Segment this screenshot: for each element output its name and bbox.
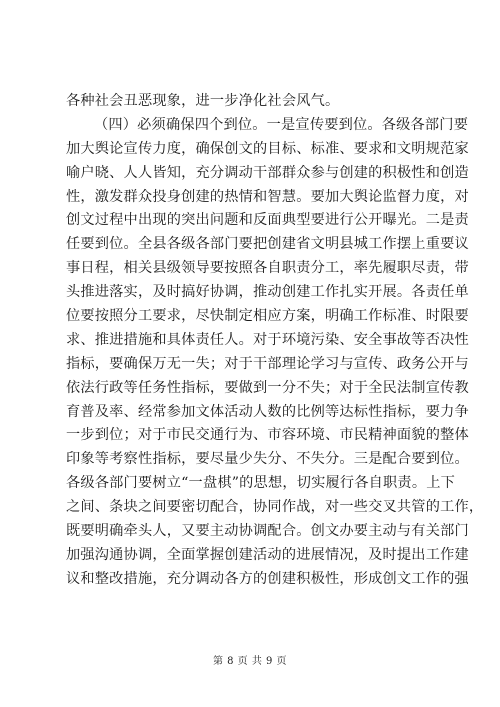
text-line: 既要明确牵头人，又要主动协调配合。创文办要主动与有关部门 — [66, 523, 469, 540]
text-line: 指标，要确保万无一失；对于干部理论学习与宣传、政务公开与 — [66, 355, 469, 372]
text-line: 一步到位；对于市民交通行为、市容环境、市民精神面貌的整体 — [66, 427, 469, 444]
text-line: 性，激发群众投身创建的热情和智慧。要加大舆论监督力度，对 — [66, 188, 469, 205]
text-line: 头推进落实，及时搞好协调，推动创建工作扎实开展。各责任单 — [66, 284, 469, 301]
text-line: 各种社会丑恶现象，进一步净化社会风气。 — [66, 93, 340, 109]
text-line: 求、推进措施和具体责任人。对于环境污染、安全事故等否决性 — [66, 331, 469, 348]
body-text — [66, 90, 484, 592]
text-line: 创文过程中出现的突出问题和反面典型要进行公开曝光。二是责 — [66, 212, 469, 229]
text-line: 之间、条块之间要密切配合，协同作战，对一些交叉共管的工作， — [66, 499, 484, 516]
page-number: 第 8 页 共 9 页 — [212, 656, 288, 667]
text-line: 加强沟通协调，全面掌握创建活动的进展情况，及时提出工作建 — [66, 546, 469, 563]
text-line: 依法行政等任务性指标，要做到一分不失；对于全民法制宣传教 — [66, 379, 469, 396]
text-line: 加大舆论宣传力度，确保创文的目标、标准、要求和文明规范家 — [66, 140, 469, 157]
text-line: 各级各部门要树立“一盘棋”的思想，切实履行各自职责。上下 — [66, 475, 455, 492]
text-line: 事日程，相关县级领导要按照各自职责分工，率先履职尽责，带 — [66, 260, 469, 277]
text-line: 任要到位。全县各级各部门要把创建省文明县城工作摆上重要议 — [66, 236, 469, 253]
text-line: 议和整改措施，充分调动各方的创建积极性，形成创文工作的强 — [66, 570, 469, 587]
text-line: 印象等考察性指标，要尽量少失分、不失分。三是配合要到位。 — [66, 451, 469, 468]
text-line: 位要按照分工要求，尽快制定相应方案，明确工作标准、时限要 — [66, 308, 469, 325]
text-line: 喻户晓、人人皆知，充分调动干部群众参与创建的积极性和创造 — [66, 164, 469, 181]
text-line: 育普及率、经常参加文体活动人数的比例等达标性指标，要力争 — [66, 403, 469, 420]
paragraph-start-line: （四）必须确保四个到位。一是宣传要到位。各级各部门要 — [94, 116, 469, 133]
